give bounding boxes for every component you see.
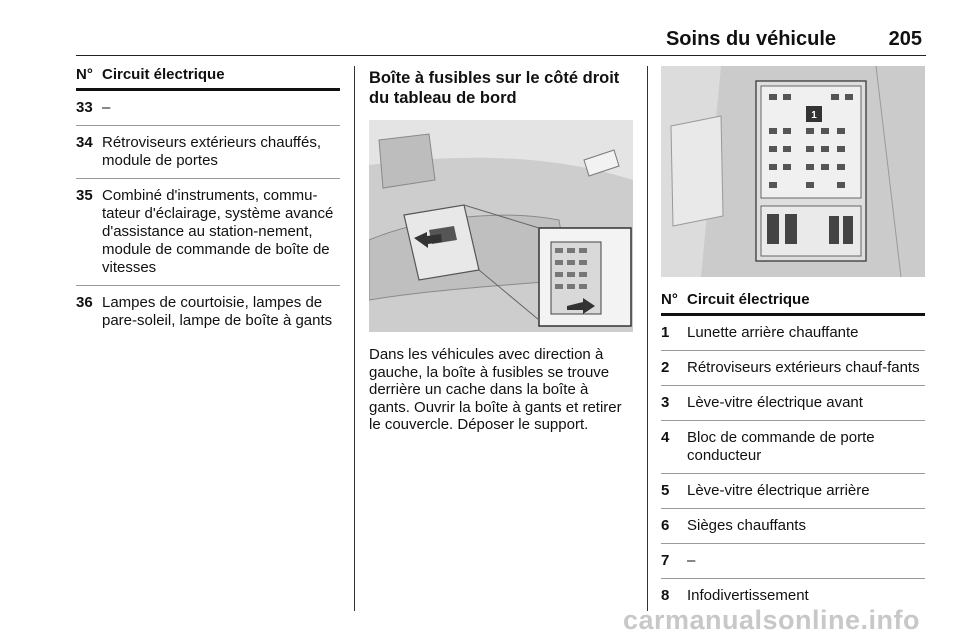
table-row xyxy=(661,509,925,544)
fuse-circuit: Lampes de courtoisie, lampes de pare-soleil, lampe de boîte à gants xyxy=(102,294,333,329)
table-row xyxy=(76,286,340,338)
table-row xyxy=(661,351,925,386)
glovebox-illustration xyxy=(369,120,633,332)
fuse-number: 2 xyxy=(661,359,670,376)
fuse-circuit: – xyxy=(102,99,111,116)
fuse-number: 3 xyxy=(661,394,670,411)
header-label: Circuit électrique xyxy=(102,66,225,83)
fusebox-drawing xyxy=(661,66,925,277)
fuse-callout-label: 1 xyxy=(811,110,817,121)
table-row xyxy=(76,126,340,179)
fuse-circuit: Combiné d'instruments, commu-tateur d'éclairage, système avancé d'assistance au station-nement, module de commande de boîte de vitesses xyxy=(102,187,334,276)
fuse-circuit: Bloc de commande de porte conducteur xyxy=(687,429,875,464)
glovebox-drawing xyxy=(369,120,633,332)
fuse-circuit: Sièges chauffants xyxy=(687,517,806,534)
header-label: Circuit électrique xyxy=(687,291,810,308)
section-title: Soins du véhicule xyxy=(665,28,836,50)
fuse-table-left xyxy=(76,66,340,338)
fuse-number: 33 xyxy=(76,99,93,116)
fuse-number: 4 xyxy=(661,429,670,446)
table-header xyxy=(661,291,925,316)
fuse-number: 6 xyxy=(661,517,670,534)
table-row xyxy=(661,421,925,474)
fuse-circuit: Lunette arrière chauffante xyxy=(687,324,859,341)
fuse-number: 34 xyxy=(76,134,93,151)
fuse-circuit: Rétroviseurs extérieurs chauf-fants xyxy=(687,359,920,376)
page-number: 205 xyxy=(888,28,922,50)
section-glovebox xyxy=(369,66,633,434)
table-row xyxy=(661,544,925,579)
section-heading: Boîte à fusibles sur le côté droit du tableau de bord xyxy=(369,69,620,107)
fuse-number: 1 xyxy=(661,324,670,341)
fuse-number: 7 xyxy=(661,552,670,569)
fuse-number: 36 xyxy=(76,294,93,311)
table-row xyxy=(76,91,340,126)
table-header xyxy=(76,66,340,91)
section-paragraph: Dans les véhicules avec direction à gauche, la boîte à fusibles se trouve derrière un cache dans la boîte à gants. Ouvrir la boîte à gants et retirer le couvercle. Déposer le support. xyxy=(369,346,622,434)
column-divider xyxy=(647,66,648,611)
fuse-circuit: – xyxy=(687,552,696,569)
fuse-circuit: Infodivertissement xyxy=(687,587,809,604)
column-divider xyxy=(354,66,355,611)
header-num: N° xyxy=(661,291,678,308)
fuse-number: 35 xyxy=(76,187,93,204)
fuse-circuit: Lève-vitre électrique avant xyxy=(687,394,863,411)
fuse-number: 5 xyxy=(661,482,670,499)
table-row xyxy=(661,386,925,421)
watermark: carmanualsonline.info xyxy=(622,605,920,635)
table-row xyxy=(661,474,925,509)
fuse-circuit: Lève-vitre électrique arrière xyxy=(687,482,870,499)
header-rule xyxy=(76,55,926,56)
fuse-number: 8 xyxy=(661,587,670,604)
header-num: N° xyxy=(76,66,93,83)
fuse-table-right xyxy=(661,66,925,613)
table-row xyxy=(76,179,340,286)
fusebox-illustration xyxy=(661,66,925,277)
table-row xyxy=(661,316,925,351)
fuse-circuit: Rétroviseurs extérieurs chauffés, module de portes xyxy=(102,134,321,169)
